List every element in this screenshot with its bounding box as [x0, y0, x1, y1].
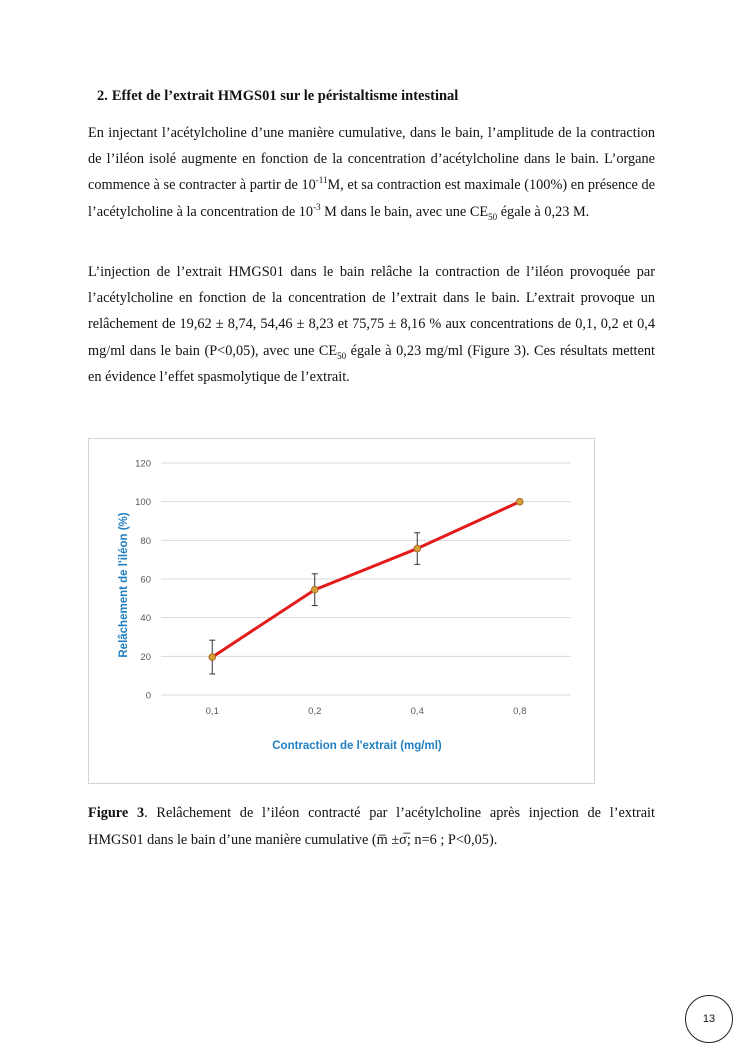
x-axis-label: Contraction de l'extrait (mg/ml) [272, 740, 442, 752]
p2-text-1: L’injection de l’extrait HMGS01 dans le bain relâche la contraction de l’iléon provoquée par l’acétylcholine en fonction de la concentration de l’extrait dans le bain. L’extrait provoque un relâchement de 19,62 ± 8,74, 54,46 ± 8,23 et 75,75 ± 8,16 % aux concentrations de 0,1, 0,2 et 0,4 mg/ml dans le bain (P<0,05), avec une CE [88, 264, 655, 359]
figure-3-chart [88, 438, 595, 784]
p2-subscript: 50 [337, 350, 347, 361]
section-number: 2. [97, 88, 108, 104]
x-tick-label: 0,4 [410, 706, 424, 717]
y-tick-label: 100 [135, 497, 151, 509]
y-tick-label: 0 [145, 690, 151, 702]
p1-text-4: égale à 0,23 M. [497, 203, 590, 220]
section-title: Effet de l’extrait HMGS01 sur le péristaltisme intestinal [111, 88, 459, 104]
y-tick-label: 80 [140, 535, 151, 547]
paragraph-acetylcholine [88, 120, 655, 225]
p1-text-2: M, et sa contraction est maximale (100%) en présence de l’acétylcholine à la concentration de 10 [88, 177, 655, 220]
y-tick-label: 60 [140, 574, 151, 586]
chart-svg [89, 439, 596, 785]
data-point [516, 498, 523, 505]
caption-label: Figure 3 [88, 805, 145, 821]
section-heading [97, 88, 458, 105]
data-point [209, 654, 216, 661]
y-tick-label: 120 [135, 458, 151, 470]
data-point [414, 545, 421, 552]
x-tick-label: 0,8 [513, 706, 527, 717]
p2-text-2: égale à 0,23 mg/ml (Figure 3). Ces résultats mettent en évidence l’effet spasmolytique de l’extrait. [88, 342, 655, 385]
x-tick-label: 0,1 [205, 706, 219, 717]
paragraph-extract-effect [88, 259, 655, 390]
y-axis-label: Relâchement de l'iléon (%) [118, 512, 130, 658]
figure-caption [88, 800, 655, 853]
chart-y-ticks [135, 459, 151, 702]
p1-text-3: M dans le bain, avec une CE [320, 203, 489, 220]
chart-x-ticks [206, 706, 527, 717]
y-tick-label: 20 [140, 651, 151, 663]
y-tick-label: 40 [140, 613, 151, 625]
caption-text: . Relâchement de l’iléon contracté par l’acétylcholine après injection de l’extrait HMGS01 dans le bain d’une manière cumulative (m̅ ±σ̅; n=6 ; P<0,05). [88, 805, 655, 848]
chart-error-bars [209, 533, 420, 674]
data-point [311, 586, 318, 593]
page-number: 13 [685, 995, 733, 1043]
chart-gridlines [161, 463, 571, 695]
p1-text-1: En injectant l’acétylcholine d’une manière cumulative, dans le bain, l’amplitude de la contraction de l’iléon isolé augmente en fonction de la concentration d’acétylcholine dans le bain. L’organe commence à se contracter à partir de 10 [88, 125, 655, 194]
p1-superscript-1: -11 [315, 175, 328, 186]
x-tick-label: 0,2 [308, 706, 322, 717]
p1-subscript: 50 [488, 211, 498, 222]
p1-superscript-2: -3 [313, 201, 321, 212]
